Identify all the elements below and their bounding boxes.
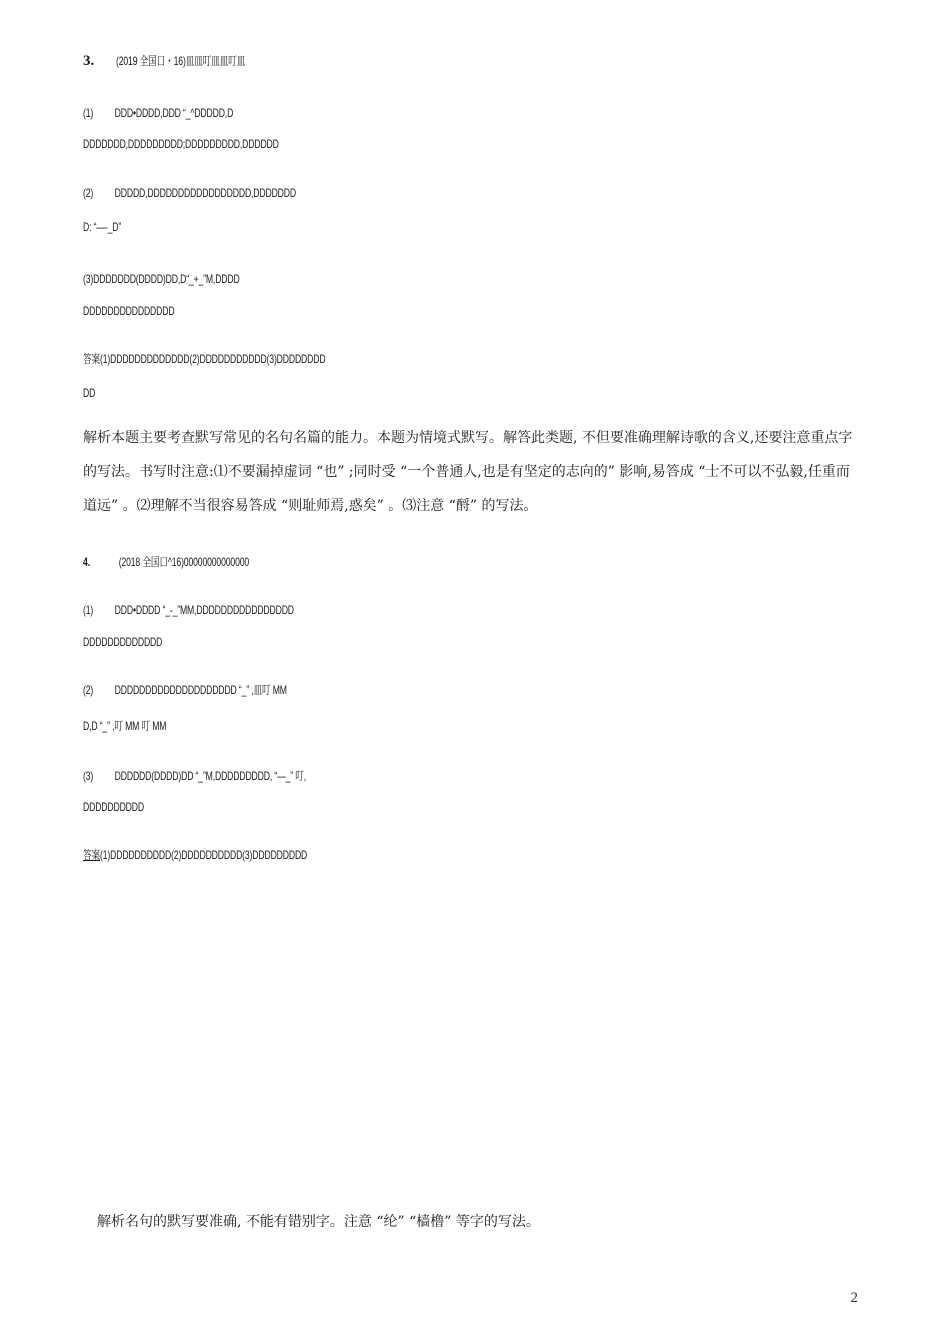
q4-header [83, 553, 249, 570]
q3-analysis: 解析本题主要考查默写常见的名句名篇的能力。本题为情境式默写。解答此类题, 不但要准确理解诗歌的含义,还要注意重点字的写法。书写时注意:⑴不要漏掉虚词 “也” ;同时受 “一个普通人,也是有坚定的志向的” 影响,易答成 “士不可以不弘毅,任重而道远” 。⑵理解不当很容易答成 “则耻师焉,惑矣” 。⑶注意 “酹” 的写法。 [83, 430, 853, 514]
q4-item-3-cont: DDDDDDDDDD [83, 800, 144, 814]
q4-item-3-text: DDDDDD(DDDD)DD “_”M,DDDDDDDDD, “—_” 叮, [114, 769, 306, 783]
q3-item-2-tag: (2) [83, 186, 94, 200]
q4-answer-text: (1)DDDDDDDDDD(2)DDDDDDDDDD(3)DDDDDDDDD [99, 848, 308, 862]
q3-item-2-cont: D: “—-_D” [83, 220, 122, 234]
q3-item-3-cont: DDDDDDDDDDDDDDD [83, 304, 175, 318]
q4-item-2-cont: D,D “_” ,叮 MM 叮 MM [83, 719, 167, 733]
q3-item-1-tag: (1) [83, 106, 94, 120]
q4-item-1-cont: DDDDDDDDDDDDD [83, 635, 163, 649]
q3-answer-text: (1)DDDDDDDDDDDDD(2)DDDDDDDDDDD(3)DDDDDDDD [99, 352, 326, 366]
q4-item-3 [83, 767, 306, 784]
q3-answer [83, 350, 325, 367]
q4-item-3-tag: (3) [83, 769, 94, 783]
q4-analysis: 解析名句的默写要准确, 不能有错别字。注意 “纶” “樯橹” 等字的写法。 [97, 1214, 540, 1230]
q4-item-2 [83, 681, 287, 698]
q3-number: 3. [83, 53, 95, 69]
q3-answer-label: 答案 [83, 352, 100, 366]
q4-item-1-tag: (1) [83, 603, 94, 617]
q4-answer [83, 846, 307, 863]
q4-item-2-tag: (2) [83, 683, 94, 697]
q3-item-3: (3)DDDDDDD(DDDD)DD,D“_+_”M,DDDD [83, 272, 240, 286]
q3-answer-cont: DD [83, 386, 96, 400]
q3-item-1 [83, 106, 233, 120]
q4-item-1-text: DDD•DDDD “_-_”MM,DDDDDDDDDDDDDDDD [114, 603, 294, 617]
q4-item-1 [83, 603, 294, 617]
q3-item-2 [83, 186, 296, 200]
q4-answer-label: 答案 [83, 848, 100, 862]
q3-item-2-text: DDDDD,DDDDDDDDDDDDDDDDD,DDDDDDD [114, 186, 296, 200]
q4-item-2-text: DDDDDDDDDDDDDDDDDDDD “_” ,皿叮 MM [114, 683, 287, 697]
q4-source: (2018 全国口^16)00000000000000 [118, 555, 250, 569]
q4-number: 4. [83, 555, 90, 569]
page-number: 2 [850, 1290, 858, 1306]
q3-item-1-cont: DDDDDDD,DDDDDDDDD;DDDDDDDDD,DDDDDD [83, 137, 279, 151]
q3-item-1-text: DDD•DDDD,DDD “_^DDDDD,D [114, 106, 234, 120]
q3-header [83, 52, 296, 70]
q3-source: (2019 全国口・16)皿皿叮皿皿叮皿 [116, 54, 246, 68]
